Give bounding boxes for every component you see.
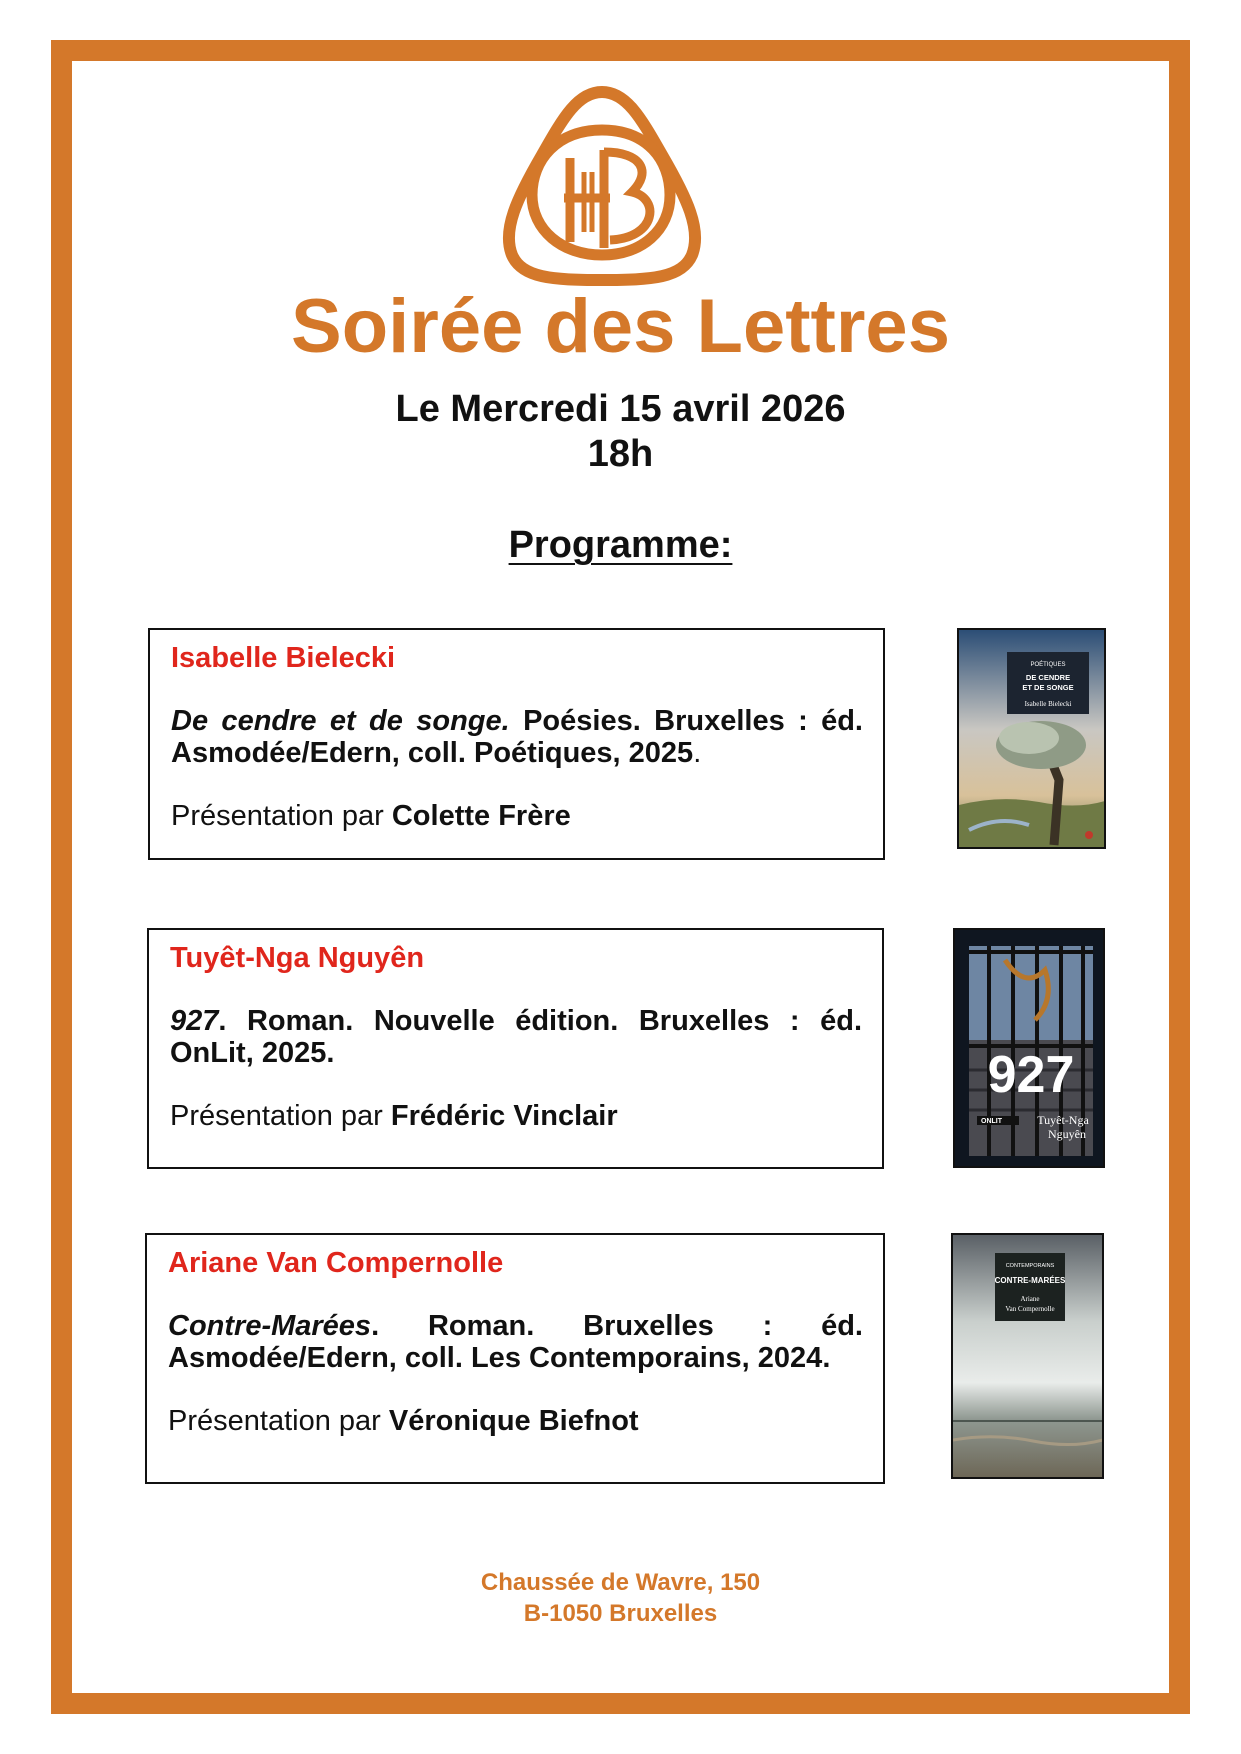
hb-logo-icon: [492, 80, 712, 290]
program-item-1: [148, 628, 885, 860]
book-cover-2: [953, 928, 1105, 1168]
book-cover-3: [951, 1233, 1104, 1479]
author-name: Tuyêt-Nga Nguyên: [170, 942, 425, 974]
address-line-1: Chaussée de Wavre, 150: [480, 1569, 761, 1596]
cover-series: POÉTIQUES: [1030, 662, 1066, 668]
programme-heading: Programme:: [508, 524, 733, 566]
address-line-2: B-1050 Bruxelles: [523, 1600, 718, 1627]
author-name: Isabelle Bielecki: [171, 642, 396, 674]
book-reference: Contre-Marées. Roman. Bruxelles : éd. Asmodée/Edern, coll. Les Contemporains, 2024.: [168, 1310, 863, 1374]
cover-series: CONTEMPORAINS: [1005, 1263, 1055, 1269]
event-title: Soirée des Lettres: [291, 284, 950, 369]
cover-publisher: ONLIT: [981, 1118, 1002, 1125]
svg-text:Nguyên: Nguyên: [1048, 1127, 1086, 1141]
book-reference: 927. Roman. Nouvelle édition. Bruxelles : éd. OnLit, 2025.: [170, 1005, 862, 1069]
presentation-line: Présentation par Colette Frère: [171, 800, 571, 832]
cover-title: CONTRE-MARÉES: [994, 1276, 1066, 1285]
cover-author: Ariane: [1020, 1295, 1040, 1303]
presentation-line: Présentation par Frédéric Vinclair: [170, 1100, 618, 1132]
program-item-2: [147, 928, 884, 1169]
program-item-3: [145, 1233, 885, 1484]
svg-text:ET DE SONGE: ET DE SONGE: [1022, 683, 1074, 692]
cover-author: Tuyêt-Nga: [1037, 1113, 1089, 1127]
cover-title: DE CENDRE: [1025, 673, 1071, 682]
event-time: 18h: [587, 433, 654, 475]
cover-title: 927: [987, 1046, 1075, 1104]
cover-author: Isabelle Bielecki: [1024, 700, 1072, 708]
book-reference: De cendre et de songe. Poésies. Bruxelles : éd. Asmodée/Edern, coll. Poétiques, 2025.: [171, 705, 863, 769]
event-date: Le Mercredi 15 avril 2026: [395, 388, 846, 430]
presentation-line: Présentation par Véronique Biefnot: [168, 1405, 639, 1437]
author-name: Ariane Van Compernolle: [168, 1247, 504, 1279]
book-cover-1: [957, 628, 1106, 849]
svg-text:Van Compernolle: Van Compernolle: [1005, 1305, 1055, 1313]
